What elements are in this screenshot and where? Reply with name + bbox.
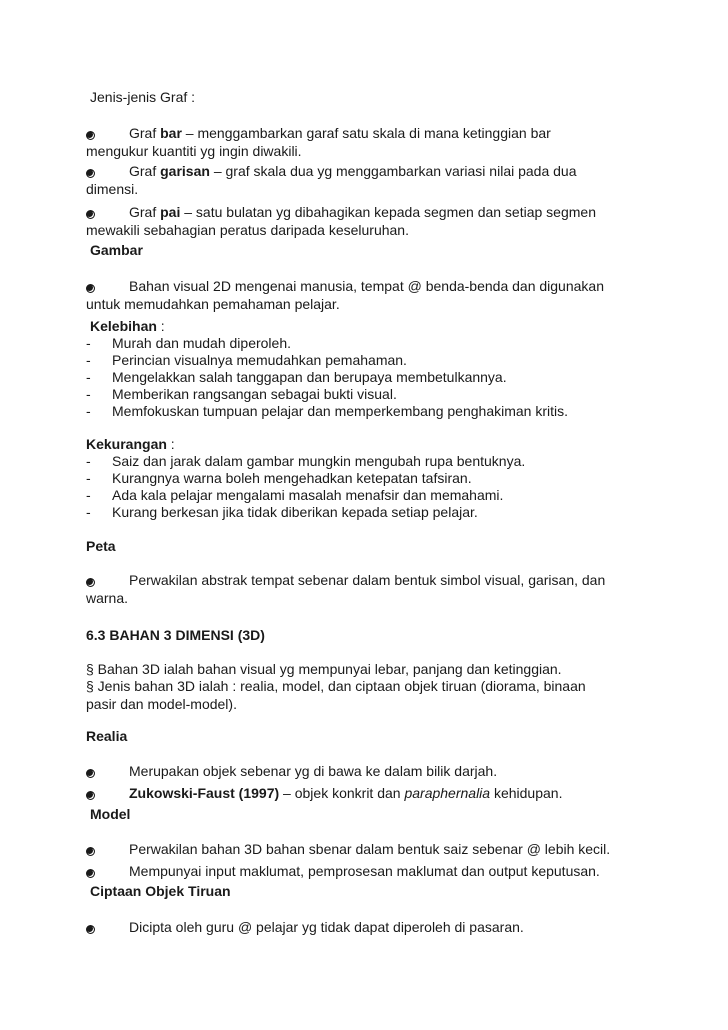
gambar-line-2: untuk memudahkan pemahaman pelajar. xyxy=(86,296,340,312)
dash-marker: - xyxy=(86,470,91,486)
graf-pai-cont: mewakili sebahagian peratus daripada keseluruhan. xyxy=(86,222,409,238)
peta-line-2: warna. xyxy=(86,590,129,606)
bullet-icon xyxy=(86,869,95,878)
text: kehidupan. xyxy=(490,785,563,801)
graf-garisan-line xyxy=(129,163,577,180)
graf-pai-line xyxy=(129,204,596,221)
heading-realia: Realia xyxy=(86,728,128,744)
bullet-icon xyxy=(86,284,95,293)
realia-item-2 xyxy=(129,785,562,802)
dash-marker: - xyxy=(86,352,91,368)
text: – graf skala dua yg menggambarkan variasi nilai pada dua xyxy=(209,163,577,179)
graf-garisan-cont: dimensi. xyxy=(86,181,139,197)
bullet-icon xyxy=(86,169,95,178)
kekurangan-item: Kurangnya warna boleh mengehadkan ketepatan tafsiran. xyxy=(112,470,472,486)
realia-item-1: Merupakan objek sebenar yg di bawa ke dalam bilik darjah. xyxy=(129,763,498,779)
dash-marker: - xyxy=(86,453,91,469)
text: Graf xyxy=(129,163,161,179)
term: pai xyxy=(160,204,181,220)
text: – satu bulatan yg dibahagikan kepada segmen dan setiap segmen xyxy=(180,204,596,220)
kekurangan-item: Saiz dan jarak dalam gambar mungkin mengubah rupa bentuknya. xyxy=(112,453,526,469)
heading-peta: Peta xyxy=(86,538,116,554)
term: bar xyxy=(160,125,182,141)
dash-marker: - xyxy=(86,386,91,402)
model-item-2: Mempunyai input maklumat, pemprosesan maklumat dan output keputusan. xyxy=(129,863,600,879)
dash-marker: - xyxy=(86,487,91,503)
dash-marker: - xyxy=(86,369,91,385)
heading-ciptaan: Ciptaan Objek Tiruan xyxy=(90,883,231,899)
heading-kekurangan xyxy=(86,436,175,453)
text: : xyxy=(156,318,165,334)
gambar-line-1: Bahan visual 2D mengenai manusia, tempat @ benda-benda dan digunakan xyxy=(129,278,604,294)
kelebihan-item: Murah dan mudah diperoleh. xyxy=(112,335,292,351)
text: Graf xyxy=(129,204,161,220)
text: – menggambarkan garaf satu skala di mana ketinggian bar xyxy=(181,125,551,141)
bullet-icon xyxy=(86,847,95,856)
para-3d-2b: pasir dan model-model). xyxy=(86,696,237,712)
para-3d-2a: § Jenis bahan 3D ialah : realia, model, dan ciptaan objek tiruan (diorama, binaan xyxy=(86,678,586,694)
peta-line-1: Perwakilan abstrak tempat sebenar dalam bentuk simbol visual, garisan, dan xyxy=(129,572,606,588)
kelebihan-item: Memberikan rangsangan sebagai bukti visual. xyxy=(112,386,397,402)
kekurangan-item: Ada kala pelajar mengalami masalah menafsir dan memahami. xyxy=(112,487,504,503)
heading-text: Kekurangan xyxy=(86,436,167,452)
heading-jenis-graf: Jenis-jenis Graf : xyxy=(90,89,196,105)
heading-gambar: Gambar xyxy=(90,242,143,258)
emphasis: paraphernalia xyxy=(404,785,491,801)
text: Graf xyxy=(129,125,161,141)
graf-bar-cont: mengukur kuantiti yg ingin diwakili. xyxy=(86,143,302,159)
ciptaan-item-1: Dicipta oleh guru @ pelajar yg tidak dapat diperoleh di pasaran. xyxy=(129,919,524,935)
heading-text: Kelebihan xyxy=(90,318,157,334)
kelebihan-item: Memfokuskan tumpuan pelajar dan memperkembang penghakiman kritis. xyxy=(112,403,569,419)
heading-model: Model xyxy=(90,806,131,822)
citation: Zukowski-Faust (1997) xyxy=(129,785,280,801)
bullet-icon xyxy=(86,925,95,934)
kelebihan-item: Perincian visualnya memudahkan pemahaman. xyxy=(112,352,407,368)
para-3d-1: § Bahan 3D ialah bahan visual yg mempunyai lebar, panjang dan ketinggian. xyxy=(86,661,562,677)
model-item-1: Perwakilan bahan 3D bahan sbenar dalam bentuk saiz sebenar @ lebih kecil. xyxy=(129,841,611,857)
kekurangan-item: Kurang berkesan jika tidak diberikan kepada setiap pelajar. xyxy=(112,504,478,520)
text: : xyxy=(166,436,175,452)
graf-bar-line xyxy=(129,125,551,142)
heading-bahan-3d: 6.3 BAHAN 3 DIMENSI (3D) xyxy=(86,627,265,643)
dash-marker: - xyxy=(86,504,91,520)
heading-kelebihan xyxy=(90,318,165,335)
text: – objek konkrit dan xyxy=(279,785,405,801)
bullet-icon xyxy=(86,769,95,778)
dash-marker: - xyxy=(86,335,91,351)
bullet-icon xyxy=(86,578,95,587)
kelebihan-item: Mengelakkan salah tanggapan dan berupaya membetulkannya. xyxy=(112,369,507,385)
bullet-icon xyxy=(86,791,95,800)
bullet-icon xyxy=(86,210,95,219)
dash-marker: - xyxy=(86,403,91,419)
term: garisan xyxy=(160,163,210,179)
bullet-icon xyxy=(86,131,95,140)
